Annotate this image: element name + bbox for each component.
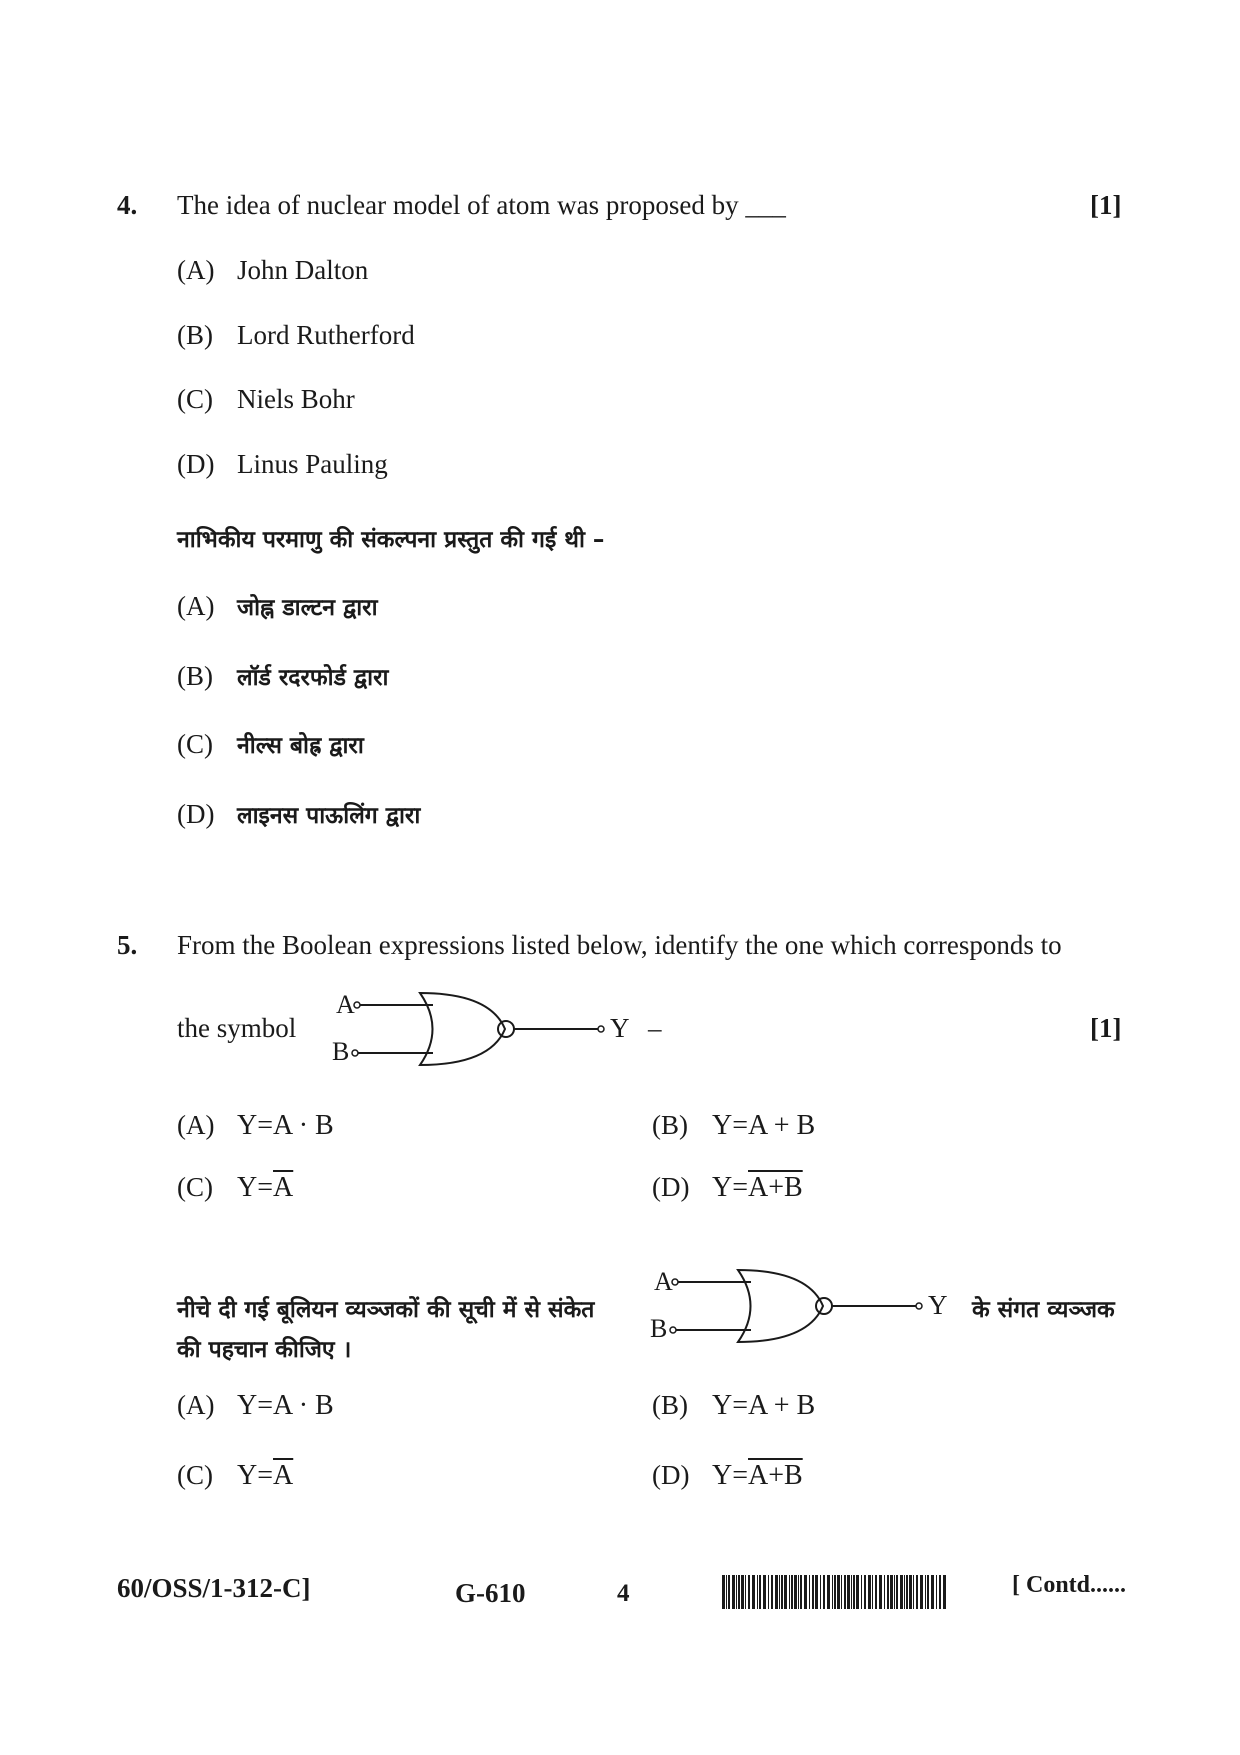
option-text: Niels Bohr [237, 384, 355, 414]
q5-text-symbol: the symbol [177, 1013, 297, 1043]
q5-dash: – [648, 1013, 662, 1043]
option-prefix: Y= [237, 1460, 274, 1491]
option-label: (D) [177, 449, 215, 479]
q4-hindi-option-d [177, 798, 420, 830]
option-label: (B) [177, 320, 213, 350]
nor-gate-symbol [330, 985, 610, 1070]
q5-option-a [177, 1110, 334, 1142]
option-label: (D) [652, 1172, 690, 1202]
gate-input-b-label: B [332, 1037, 350, 1066]
q5-hindi-option-b [652, 1390, 815, 1422]
option-prefix: Y= [712, 1390, 749, 1421]
option-prefix: Y= [237, 1172, 274, 1203]
q5-hindi-text-3: के संगत व्यञ्जक [972, 1297, 1115, 1323]
q4-hindi-option-c [177, 728, 364, 760]
option-label: (B) [652, 1390, 688, 1420]
q5-hindi-option-a [177, 1390, 334, 1422]
option-expression: A · B [273, 1110, 334, 1141]
option-label: (B) [652, 1110, 688, 1140]
q4-number: 4. [117, 190, 138, 220]
q4-option-a [177, 255, 368, 286]
option-text: जोह्न डाल्टन द्वारा [237, 595, 378, 621]
q5-hindi-option-d [652, 1460, 803, 1492]
option-prefix: Y= [237, 1390, 274, 1421]
gate-output-y-label: Y [610, 1013, 630, 1043]
q4-hindi-option-a [177, 590, 378, 622]
option-text: Linus Pauling [237, 449, 388, 479]
gate-output-y-label-hindi: Y [928, 1290, 948, 1320]
q5-number: 5. [117, 930, 138, 960]
gate-input-a-label: A [654, 1267, 673, 1296]
option-prefix: Y= [712, 1172, 749, 1203]
option-label: (A) [177, 591, 215, 621]
option-prefix: Y= [712, 1110, 749, 1141]
option-label: (C) [177, 1460, 213, 1490]
q5-text: From the Boolean expressions listed below, identify the one which corresponds to [177, 930, 1062, 960]
nor-gate-body [738, 1270, 823, 1342]
option-expression: $\overline{A}$ [273, 1172, 294, 1203]
option-expression: $\overline{A}$ [273, 1460, 294, 1491]
option-label: (A) [177, 1110, 215, 1140]
nor-gate-body [420, 993, 505, 1065]
option-text: नील्स बोह्र द्वारा [237, 733, 364, 759]
option-text: लाइनस पाऊलिंग द्वारा [237, 803, 421, 829]
option-label: (A) [177, 255, 215, 285]
q4-option-c [177, 384, 355, 415]
option-text: Lord Rutherford [237, 320, 415, 350]
q5-hindi-text-2: की पहचान कीजिए । [177, 1337, 352, 1363]
option-prefix: Y= [712, 1460, 749, 1491]
gate-input-a-label: A [336, 990, 355, 1019]
q5-hindi-option-c [177, 1460, 293, 1492]
footer-paper-code: 60/OSS/1-312-C] [117, 1573, 311, 1603]
q4-marks: [1] [1090, 190, 1122, 220]
option-label: (D) [652, 1460, 690, 1490]
option-expression: A + B [748, 1390, 816, 1421]
option-text: लॉर्ड रदरफोर्ड द्वारा [237, 665, 389, 691]
option-prefix: Y= [237, 1110, 274, 1141]
q4-hindi-text: नाभिकीय परमाणु की संकल्पना प्रस्तुत की गई थी – [177, 527, 605, 553]
q5-hindi-text-1: नीचे दी गई बूलियन व्यञ्जकों की सूची में से संकेत [177, 1297, 595, 1323]
q4-option-d [177, 449, 388, 480]
q5-option-b [652, 1110, 815, 1142]
option-label: (C) [177, 1172, 213, 1202]
q4-text: The idea of nuclear model of atom was proposed by ___ [177, 190, 786, 220]
option-label: (C) [177, 729, 213, 759]
q5-marks: [1] [1090, 1013, 1122, 1043]
option-label: (A) [177, 1390, 215, 1420]
option-text: John Dalton [237, 255, 369, 285]
footer-series: G-610 [455, 1578, 526, 1608]
q5-option-c [177, 1172, 293, 1204]
option-expression: A+B [748, 1460, 803, 1491]
q4-option-b [177, 320, 415, 351]
option-expression: A+B [748, 1172, 803, 1203]
option-expression: A · B [273, 1390, 334, 1421]
option-label: (C) [177, 384, 213, 414]
nor-gate-symbol-hindi [648, 1262, 928, 1347]
option-expression: A + B [748, 1110, 816, 1141]
barcode [722, 1575, 948, 1609]
q5-option-d [652, 1172, 803, 1204]
q4-hindi-option-b [177, 660, 388, 692]
footer-contd: [ Contd...... [1012, 1572, 1127, 1598]
option-label: (D) [177, 799, 215, 829]
footer-page-number: 4 [617, 1580, 630, 1607]
option-label: (B) [177, 661, 213, 691]
gate-input-b-label: B [650, 1314, 668, 1343]
